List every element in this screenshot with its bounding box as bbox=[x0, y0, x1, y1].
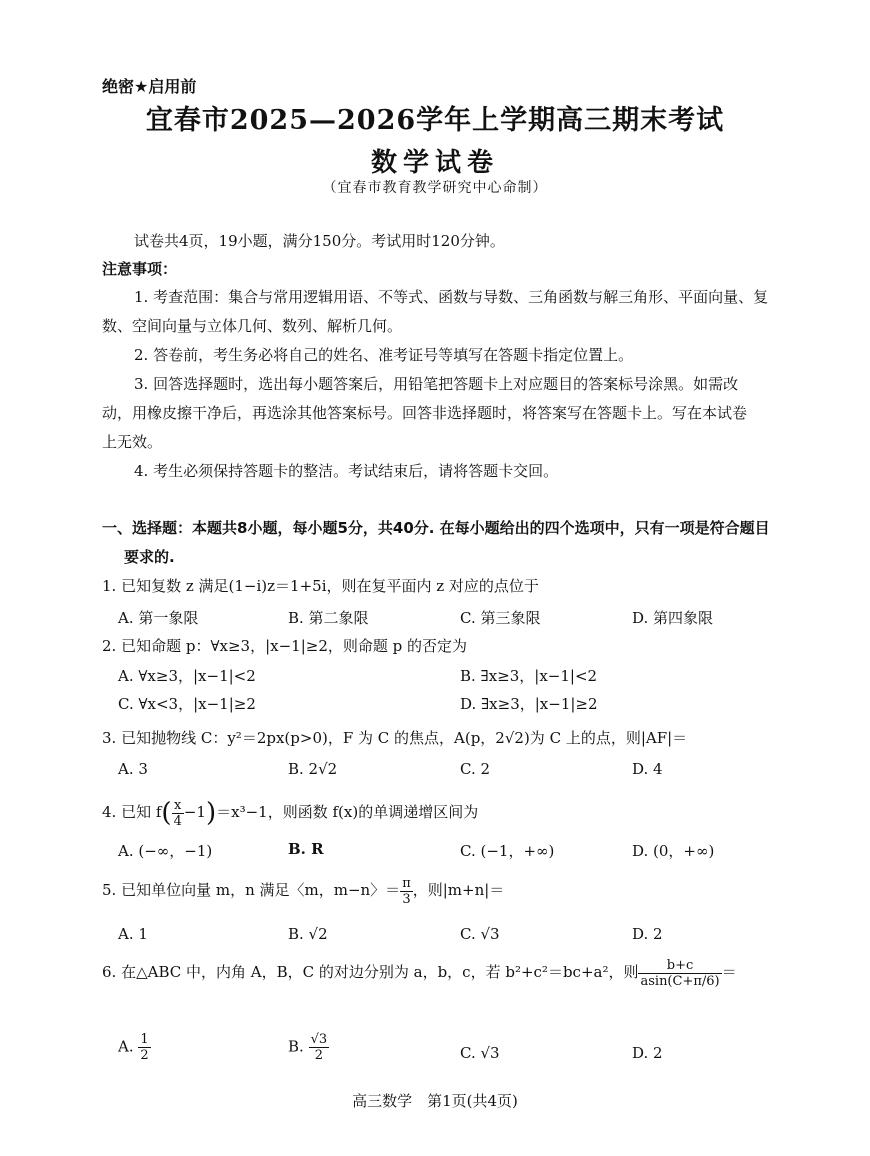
q3-option-a: A. 3 bbox=[118, 760, 148, 778]
section-heading: 一、选择题：本题共8小题，每小题5分，共40分. 在每小题给出的四个选项中，只有一项是符合题目 bbox=[102, 519, 770, 537]
q6-fraction bbox=[638, 958, 721, 989]
notice-line-3: 2. 答卷前，考生务必将自己的姓名、准考证号等填写在答题卡指定位置上。 bbox=[134, 346, 634, 364]
q4-option-d: D. (0，+∞) bbox=[632, 842, 715, 860]
q4-paren-open: ( bbox=[161, 798, 172, 828]
q3-option-b: B. 2√2 bbox=[288, 760, 338, 778]
q4-paren-close: ) bbox=[205, 798, 217, 828]
q6-option-d: D. 2 bbox=[632, 1044, 663, 1062]
q4-prefix: 4. 已知 f bbox=[102, 803, 162, 821]
q6-b-label: B. bbox=[288, 1037, 304, 1056]
confidential-mark: 绝密★启用前 bbox=[102, 77, 197, 96]
q6-frac-den: asin(C+π/6) bbox=[640, 973, 720, 989]
exam-summary: 试卷共4页，19小题，满分150分。考试用时120分钟。 bbox=[134, 232, 505, 250]
q1-option-c: C. 第三象限 bbox=[460, 609, 541, 627]
notice-line-6: 上无效。 bbox=[102, 433, 163, 451]
notice-line-1: 1. 考查范围：集合与常用逻辑用语、不等式、函数与导数、三角函数与解三角形、平面向量、复 bbox=[134, 288, 769, 306]
q6-b-den: 2 bbox=[309, 1047, 330, 1063]
q4-suffix: −1 bbox=[183, 803, 206, 821]
question-6-stem bbox=[102, 950, 737, 994]
notice-line-5: 动，用橡皮擦干净后，再选涂其他答案标号。回答非选择题时，将答案写在答题卡上。写在本试卷 bbox=[102, 404, 748, 422]
q5-frac-den: 3 bbox=[400, 891, 413, 907]
q6-b-fraction bbox=[309, 1032, 330, 1063]
exam-title: 宜春市2025—2026学年上学期高三期末考试 bbox=[145, 105, 725, 136]
q5-rest: ，则|m+n|＝ bbox=[412, 881, 505, 899]
q6-option-c: C. √3 bbox=[460, 1044, 500, 1062]
q2-option-d: D. ∃x≥3，|x−1|≥2 bbox=[460, 695, 598, 713]
notice-line-4: 3. 回答选择题时，选出每小题答案后，用铅笔把答题卡上对应题目的答案标号涂黑。如需改 bbox=[134, 375, 739, 393]
page-footer: 高三数学 第1页(共4页) bbox=[352, 1092, 518, 1110]
q6-option-a bbox=[118, 1032, 151, 1063]
q1-option-d: D. 第四象限 bbox=[632, 609, 714, 627]
q4-rest: ＝x³−1，则函数 f(x)的单调递增区间为 bbox=[216, 803, 479, 821]
q6-a-den: 2 bbox=[140, 1048, 149, 1063]
exam-editor: （宜春市教育教学研究中心命制） bbox=[322, 180, 548, 196]
q5-option-d: D. 2 bbox=[632, 925, 663, 943]
question-4-stem bbox=[102, 792, 478, 833]
q5-option-a: A. 1 bbox=[118, 925, 148, 943]
notice-line-7: 4. 考生必须保持答题卡的整洁。考试结束后，请将答题卡交回。 bbox=[134, 462, 559, 480]
q2-option-b: B. ∃x≥3，|x−1|<2 bbox=[460, 667, 598, 685]
q6-frac-num: b+c bbox=[666, 957, 694, 973]
notice-title: 注意事项： bbox=[102, 260, 178, 278]
q5-frac-num: π bbox=[402, 875, 411, 891]
q1-option-a: A. 第一象限 bbox=[118, 609, 199, 627]
q6-rest: ＝ bbox=[721, 963, 737, 981]
question-5-stem bbox=[102, 872, 504, 908]
q6-a-fraction bbox=[138, 1032, 150, 1063]
q5-option-c: C. √3 bbox=[460, 925, 500, 943]
q6-a-label: A. bbox=[118, 1037, 134, 1056]
q4-fraction bbox=[172, 798, 184, 829]
q6-a-num: 1 bbox=[140, 1032, 149, 1047]
exam-subject: 数学试卷 bbox=[370, 148, 499, 178]
question-3-stem: 3. 已知抛物线 C：y²＝2px(p>0)，F 为 C 的焦点，A(p，2√2)为 C 上的点，则|AF|＝ bbox=[102, 729, 688, 747]
q6-b-num: √3 bbox=[310, 1032, 328, 1047]
q6-option-b bbox=[288, 1032, 329, 1063]
q4-option-c: C. (−1，+∞) bbox=[460, 842, 555, 860]
q6-prefix: 6. 在△ABC 中，内角 A，B，C 的对边分别为 a，b，c，若 b²+c²＝bc+a²，则 bbox=[102, 963, 639, 981]
q4-frac-den: 4 bbox=[173, 813, 182, 829]
q5-prefix: 5. 已知单位向量 m，n 满足〈m，m−n〉＝ bbox=[102, 881, 401, 899]
q3-option-c: C. 2 bbox=[460, 760, 491, 778]
section-heading-cont: 要求的. bbox=[124, 548, 175, 566]
q2-option-a: A. ∀x≥3，|x−1|<2 bbox=[118, 667, 256, 685]
q4-frac-num: x bbox=[174, 797, 182, 813]
question-2-stem: 2. 已知命题 p：∀x≥3，|x−1|≥2，则命题 p 的否定为 bbox=[102, 637, 468, 655]
q5-option-b: B. √2 bbox=[288, 925, 328, 943]
notice-line-2: 数、空间向量与立体几何、数列、解析几何。 bbox=[102, 317, 403, 335]
q2-option-c: C. ∀x<3，|x−1|≥2 bbox=[118, 695, 256, 713]
q5-fraction bbox=[400, 876, 413, 907]
q1-option-b: B. 第二象限 bbox=[288, 609, 369, 627]
q4-option-b: B. R bbox=[288, 840, 324, 858]
q4-option-a: A. (−∞，−1) bbox=[118, 842, 213, 860]
q3-option-d: D. 4 bbox=[632, 760, 663, 778]
question-1-stem: 1. 已知复数 z 满足(1−i)z＝1+5i，则在复平面内 z 对应的点位于 bbox=[102, 577, 539, 595]
